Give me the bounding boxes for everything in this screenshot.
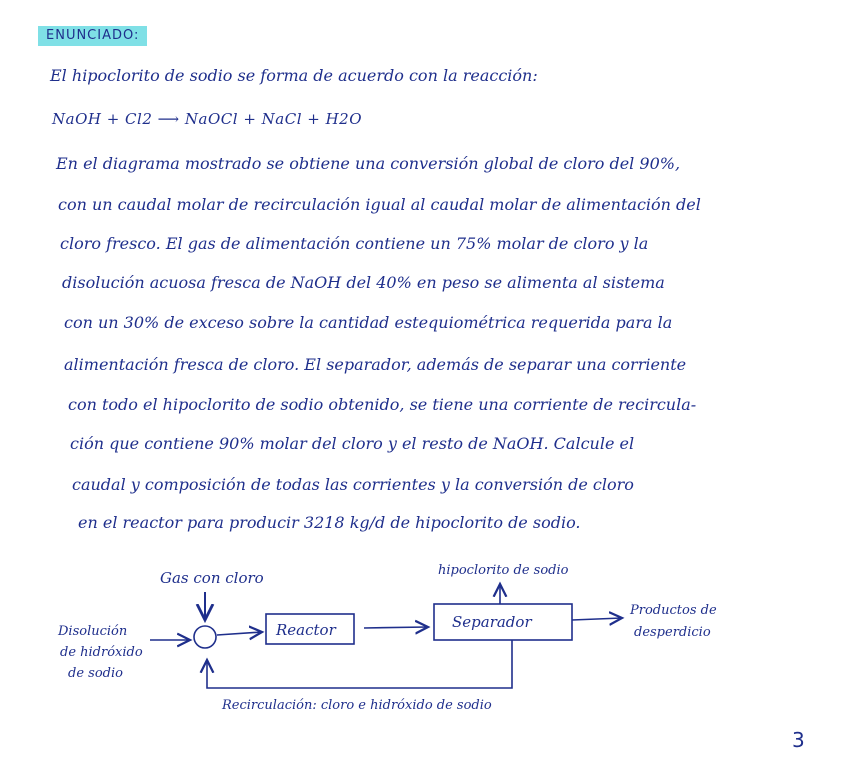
feed-label-line: de sodio bbox=[68, 666, 123, 681]
feed-label-line: de hidróxido bbox=[60, 645, 143, 660]
waste-arrow bbox=[572, 618, 622, 620]
intro-line: El hipoclorito de sodio se forma de acuerdo con la reacción: bbox=[50, 66, 538, 85]
paragraph-line: con un 30% de exceso sobre la cantidad estequiométrica requerida para la bbox=[64, 313, 673, 332]
page-number: 3 bbox=[792, 728, 805, 752]
recycle-stream-line bbox=[207, 640, 512, 688]
reactor-to-separator-arrow bbox=[364, 627, 428, 628]
paragraph-line: ción que contiene 90% molar del cloro y el resto de NaOH. Calcule el bbox=[70, 434, 635, 453]
paragraph-line: con todo el hipoclorito de sodio obtenido, se tiene una corriente de recircula- bbox=[68, 395, 697, 414]
waste-label bbox=[629, 603, 721, 640]
paragraph-line: caudal y composición de todas las corrientes y la conversión de cloro bbox=[72, 475, 634, 494]
reactor-label: Reactor bbox=[276, 621, 336, 639]
paragraph-line: cloro fresco. El gas de alimentación contiene un 75% molar de cloro y la bbox=[60, 234, 649, 253]
waste-label-line: desperdicio bbox=[634, 625, 711, 640]
naoh-feed-label bbox=[57, 624, 147, 681]
paragraph-line: disolución acuosa fresca de NaOH del 40% en peso se alimenta al sistema bbox=[62, 273, 665, 292]
waste-label-line: Productos de bbox=[630, 603, 717, 618]
feed-label-line: Disolución bbox=[58, 624, 128, 639]
paragraph-line: en el reactor para producir 3218 kg/d de hipoclorito de sodio. bbox=[78, 513, 581, 532]
recycle-label: Recirculación: cloro e hidróxido de sodio bbox=[222, 698, 492, 713]
product-label: hipoclorito de sodio bbox=[438, 563, 569, 578]
separator-label: Separador bbox=[452, 613, 532, 631]
paragraph-line: con un caudal molar de recirculación igual al caudal molar de alimentación del bbox=[58, 195, 701, 214]
mixer-node bbox=[194, 626, 216, 648]
reaction-equation: NaOH + Cl2 ⟶ NaOCl + NaCl + H2O bbox=[52, 110, 363, 128]
heading-highlight: ENUNCIADO: bbox=[38, 26, 147, 46]
gas-feed-label: Gas con cloro bbox=[160, 569, 264, 587]
paragraph-line: alimentación fresca de cloro. El separador, además de separar una corriente bbox=[64, 355, 687, 374]
paragraph-line: En el diagrama mostrado se obtiene una conversión global de cloro del 90%, bbox=[56, 154, 681, 173]
mixer-to-reactor-arrow bbox=[217, 632, 262, 635]
